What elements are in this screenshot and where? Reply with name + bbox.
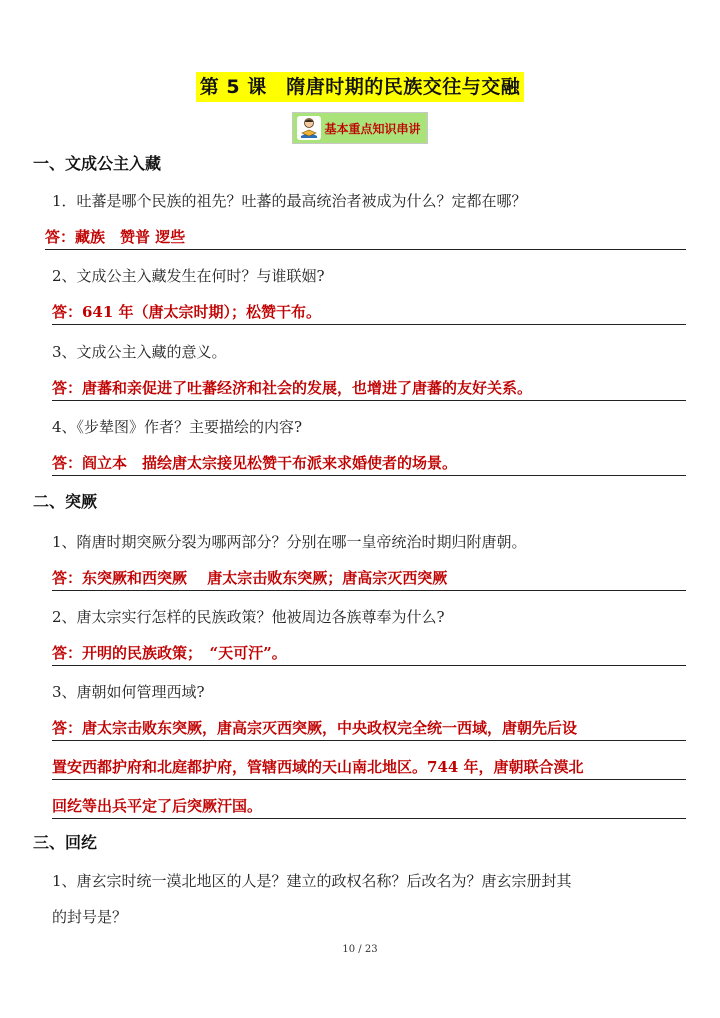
question-3-1-line-1: 1、唐玄宗时统一漠北地区的人是？建立的政权名称？后改名为？唐玄宗册封其 [52, 872, 572, 890]
page-number: 10 / 23 [342, 944, 378, 955]
section-heading-1: 一、文成公主入藏 [33, 154, 162, 173]
answer-2-2: 答：开明的民族政策； “天可汗”。 [52, 642, 686, 666]
question-1-4: 4、《步辇图》作者？主要描绘的内容? [52, 418, 303, 436]
answer-1-4: 答：阎立本 描绘唐太宗接见松赞干布派来求婚使者的场景。 [52, 452, 686, 476]
badge-block [0, 112, 720, 145]
section-heading-2: 二、突厥 [33, 492, 98, 511]
answer-1-3: 答：唐蕃和亲促进了吐蕃经济和社会的发展，也增进了唐蕃的友好关系。 [52, 377, 686, 401]
question-1-1: 1．吐蕃是哪个民族的祖先？吐蕃的最高统治者被成为什么？定都在哪？ [52, 192, 527, 210]
question-1-3: 3、文成公主入藏的意义。 [52, 343, 227, 361]
badge-label: 基本重点知识串讲 [324, 121, 421, 136]
title-block [0, 72, 720, 102]
answer-2-3-line-1: 答：唐太宗击败东突厥，唐高宗灭西突厥，中央政权完全统一西域，唐朝先后设 [52, 717, 686, 741]
question-2-2: 2、唐太宗实行怎样的民族政策？他被周边各族尊奉为什么? [52, 608, 445, 626]
question-1-2: 2、文成公主入藏发生在何时？与谁联姻? [52, 267, 325, 285]
answer-2-3-line-2: 置安西都护府和北庭都护府，管辖西域的天山南北地区。744 年，唐朝联合漠北 [52, 756, 686, 780]
student-reading-icon [296, 115, 322, 141]
answer-2-1: 答：东突厥和西突厥 唐太宗击败东突厥；唐高宗灭西突厥 [52, 567, 686, 591]
section-heading-3: 三、回纥 [33, 833, 98, 852]
answer-2-3-line-3: 回纥等出兵平定了后突厥汗国。 [52, 795, 686, 819]
question-2-1: 1、隋唐时期突厥分裂为哪两部分？分别在哪一皇帝统治时期归附唐朝。 [52, 533, 527, 551]
question-2-3: 3、唐朝如何管理西域? [52, 683, 205, 701]
section-badge [292, 112, 427, 144]
answer-1-2: 答：641 年（唐太宗时期）；松赞干布。 [52, 301, 686, 325]
answer-2-3 [52, 717, 686, 834]
answer-1-1: 答：藏族 赞普 逻些 [45, 226, 686, 250]
question-3-1-line-2: 的封号是？ [52, 908, 128, 926]
lesson-title: 第 5 课 隋唐时期的民族交往与交融 [196, 72, 524, 102]
